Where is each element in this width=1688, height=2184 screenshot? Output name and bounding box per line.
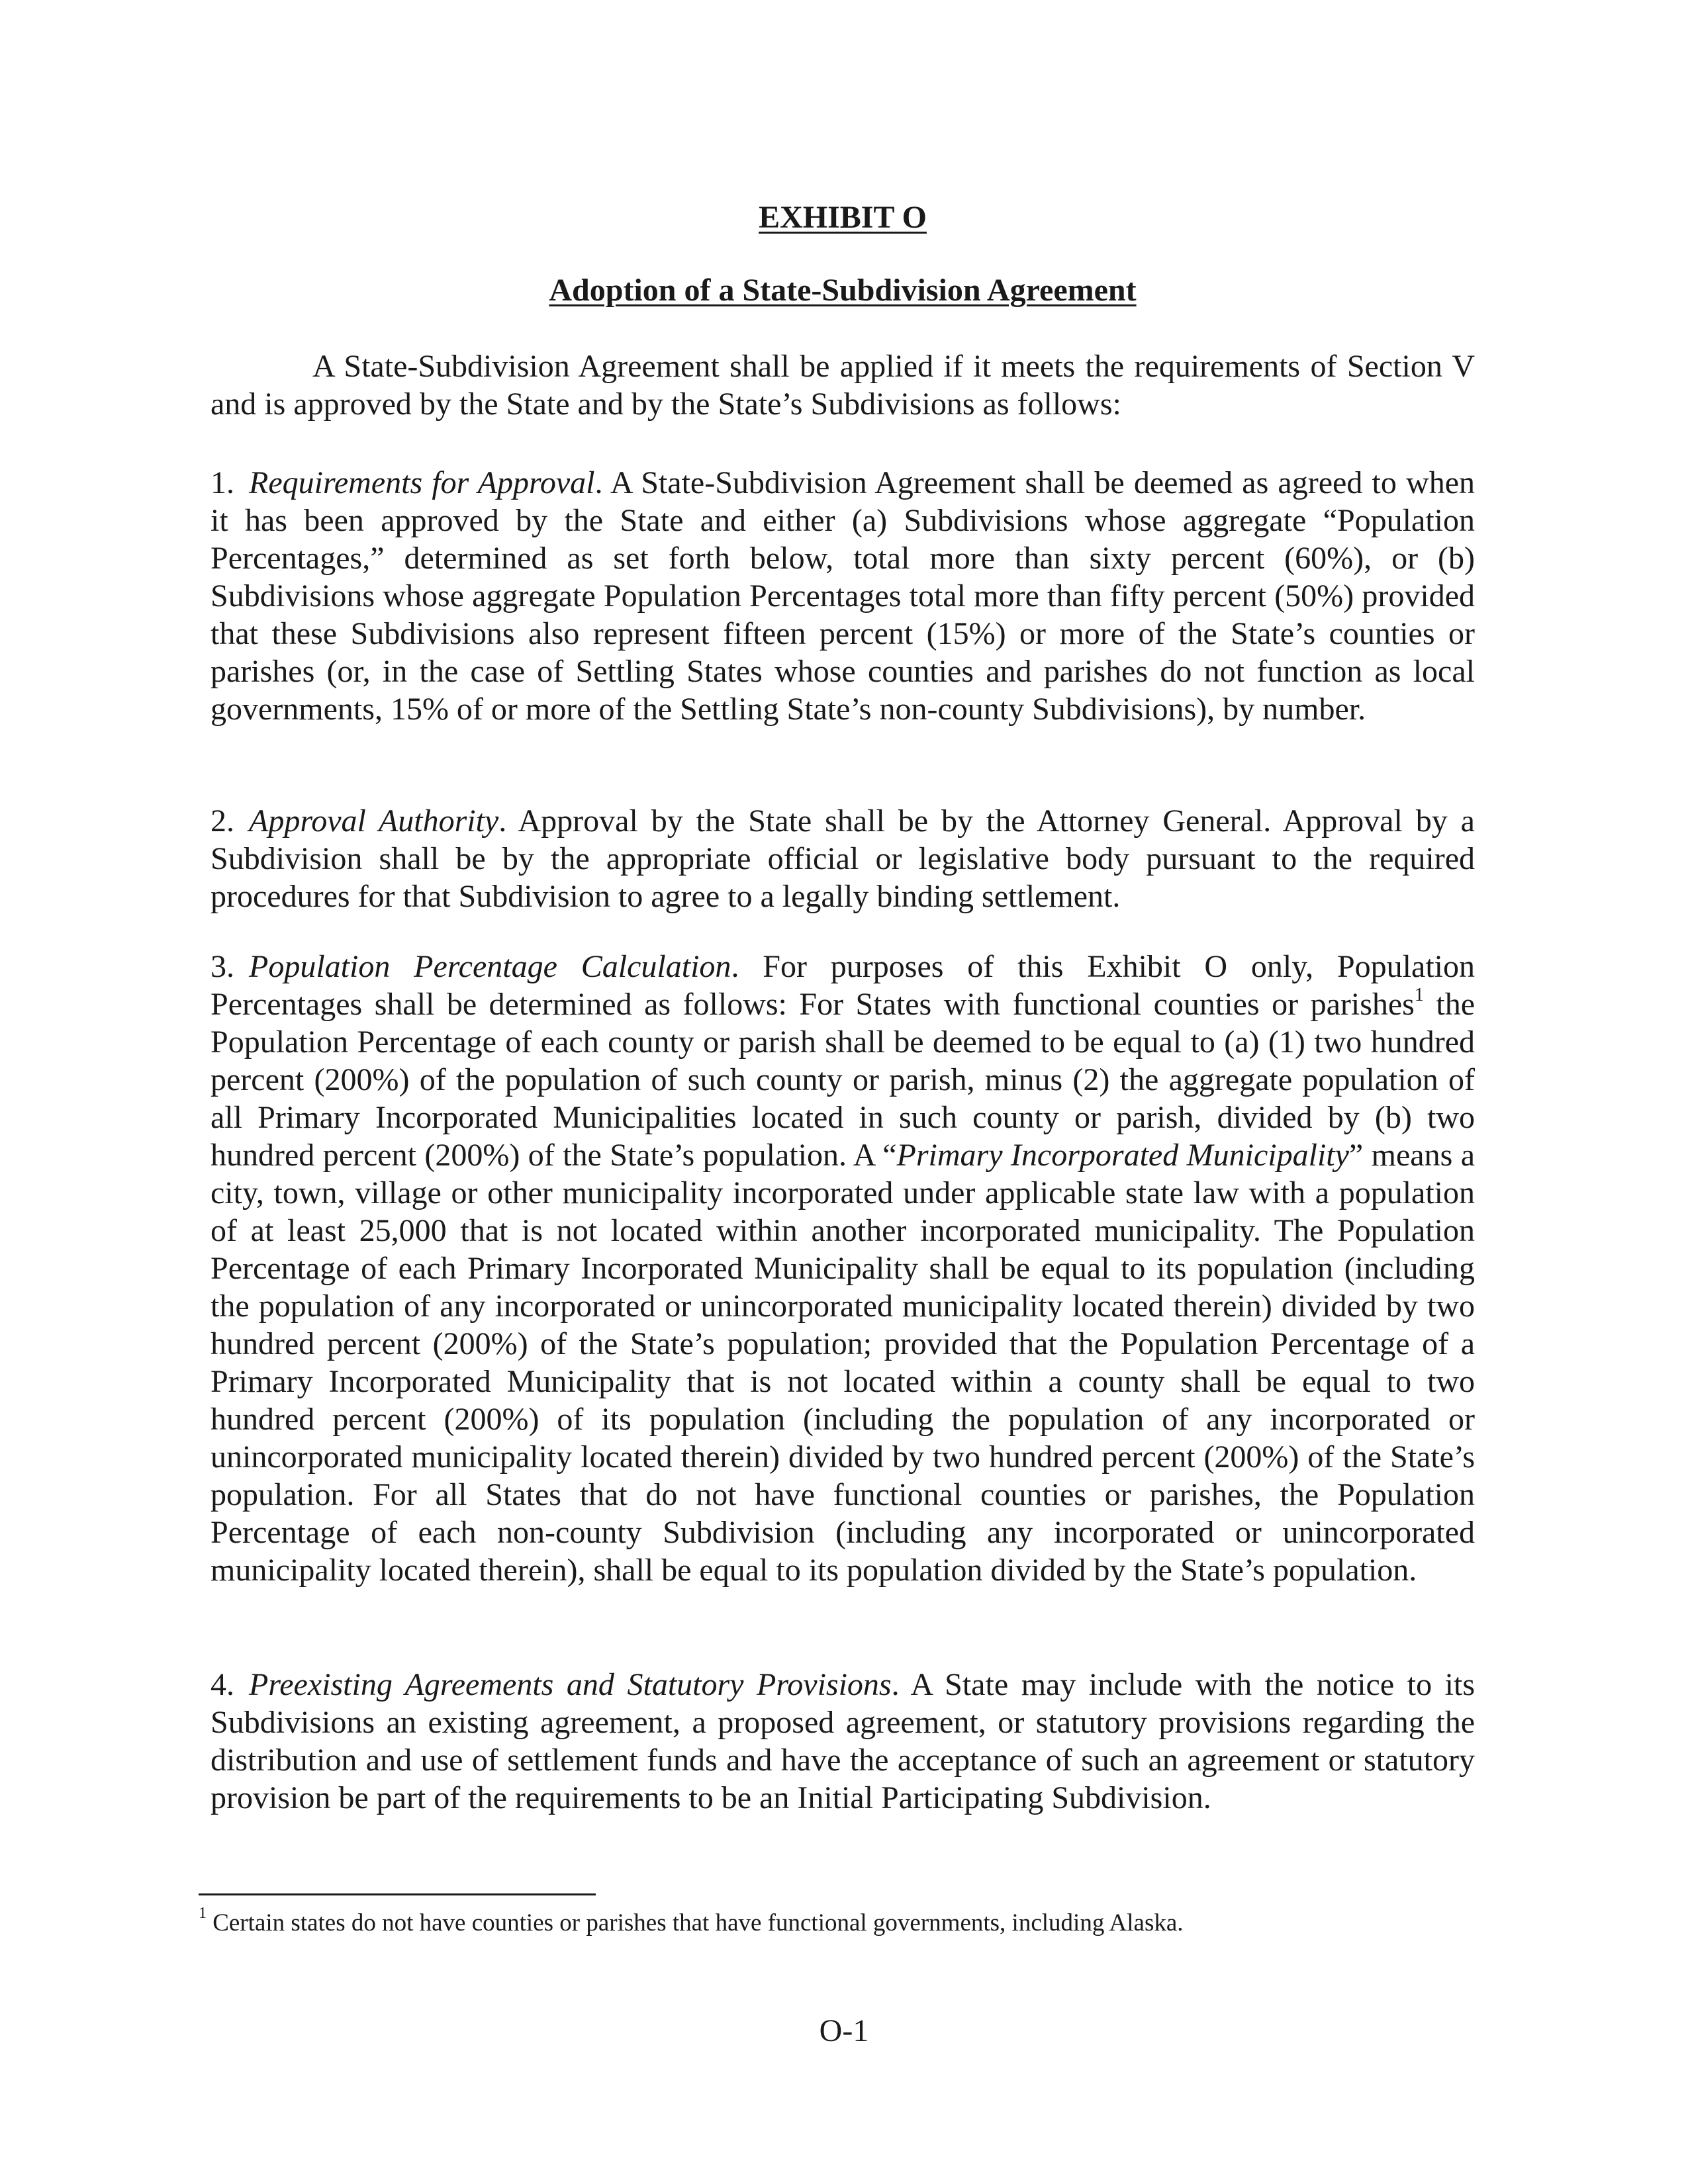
section-preexisting-agreements <box>211 1666 1475 1817</box>
section-number: 2. <box>211 803 234 839</box>
section-body-part2: the Population Percentage of each county or parish shall be deemed to be equal to (a) (1) two hundred percent (200%) of the population of such county or parish, minus (2) the aggregate population of all Primary Incorporated Municipalities located in such county or parish, divided by (b) two hundred percent (200%) of the State’s population. A “ <box>211 987 1475 1173</box>
footnote-text: Certain states do not have counties or parishes that have functional governments, including Alaska. <box>207 1909 1184 1936</box>
defined-term: Primary Incorporated Municipality <box>896 1138 1349 1173</box>
footnote <box>199 1904 1470 1938</box>
section-body: . Approval by the State shall be by the Attorney General. Approval by a Subdivision shall be by the appropriate official or legislative body pursuant to the required procedures for that Subdivision to agree to a legally binding settlement. <box>211 803 1475 914</box>
section-number: 3. <box>211 949 234 984</box>
section-body-part1: . For purposes of this Exhibit O only, Population Percentages shall be determined as follows: For States with functional counties or parishes <box>211 949 1475 1022</box>
footnote-reference[interactable]: 1 <box>1414 985 1424 1005</box>
footnote-divider <box>199 1893 596 1895</box>
section-population-percentage-calculation <box>211 948 1475 1589</box>
exhibit-title: EXHIBIT O <box>759 200 927 235</box>
section-requirements-for-approval <box>211 464 1475 728</box>
footnote-marker: 1 <box>199 1904 207 1922</box>
section-number: 4. <box>211 1667 234 1702</box>
section-approval-authority <box>211 802 1475 915</box>
section-title: Requirements for Approval <box>249 465 595 500</box>
page-number: O-1 <box>819 2013 869 2048</box>
intro-paragraph: A State-Subdivision Agreement shall be applied if it meets the requirements of Section V and is approved by the State and by the State’s Subdivisions as follows: <box>211 349 1475 422</box>
section-number: 1. <box>211 465 234 500</box>
section-title: Approval Authority <box>249 803 499 839</box>
exhibit-subtitle: Adoption of a State-Subdivision Agreement <box>549 273 1137 308</box>
section-title: Preexisting Agreements and Statutory Provisions <box>249 1667 892 1702</box>
section-body: . A State may include with the notice to its Subdivisions an existing agreement, a proposed agreement, or statutory provisions regarding the distribution and use of settlement funds and have the acceptance of such an agreement or statutory provision be part of the requirements to be an Initial Participating Subdivision. <box>211 1667 1476 1815</box>
document-page <box>211 0 1475 2184</box>
section-title: Population Percentage Calculation <box>249 949 731 984</box>
section-body-part3: ” means a city, town, village or other municipality incorporated under applicable state law with a population of at least 25,000 that is not located within another incorporated municipality. The Population Percentage of each Primary Incorporated Municipality shall be equal to its population (including the population of any incorporated or unincorporated municipality located therein) divided by two hundred percent (200%) of the State’s population; provided that the Population Percentage of a Primary Incorporated Municipality that is not located within a county shall be equal to two hundred percent (200%) of its population (including the population of any incorporated or unincorporated municipality located therein) divided by two hundred percent (200%) of the State’s population. For all States that do not have functional counties or parishes, the Population Percentage of each non-county Subdivision (including any incorporated or unincorporated municipality located therein), shall be equal to its population divided by the State’s population. <box>211 1138 1476 1588</box>
section-body: . A State-Subdivision Agreement shall be deemed as agreed to when it has been approved by the State and either (a) Subdivisions whose aggregate “Population Percentages,” determined as set forth below, total more than sixty percent (60%), or (b) Subdivisions whose aggregate Population Percentages total more than fifty percent (50%) provided that these Subdivisions also represent fifteen percent (15%) or more of the State’s counties or parishes (or, in the case of Settling States whose counties and parishes do not function as local governments, 15% of or more of the Settling State’s non-county Subdivisions), by number. <box>211 465 1475 727</box>
